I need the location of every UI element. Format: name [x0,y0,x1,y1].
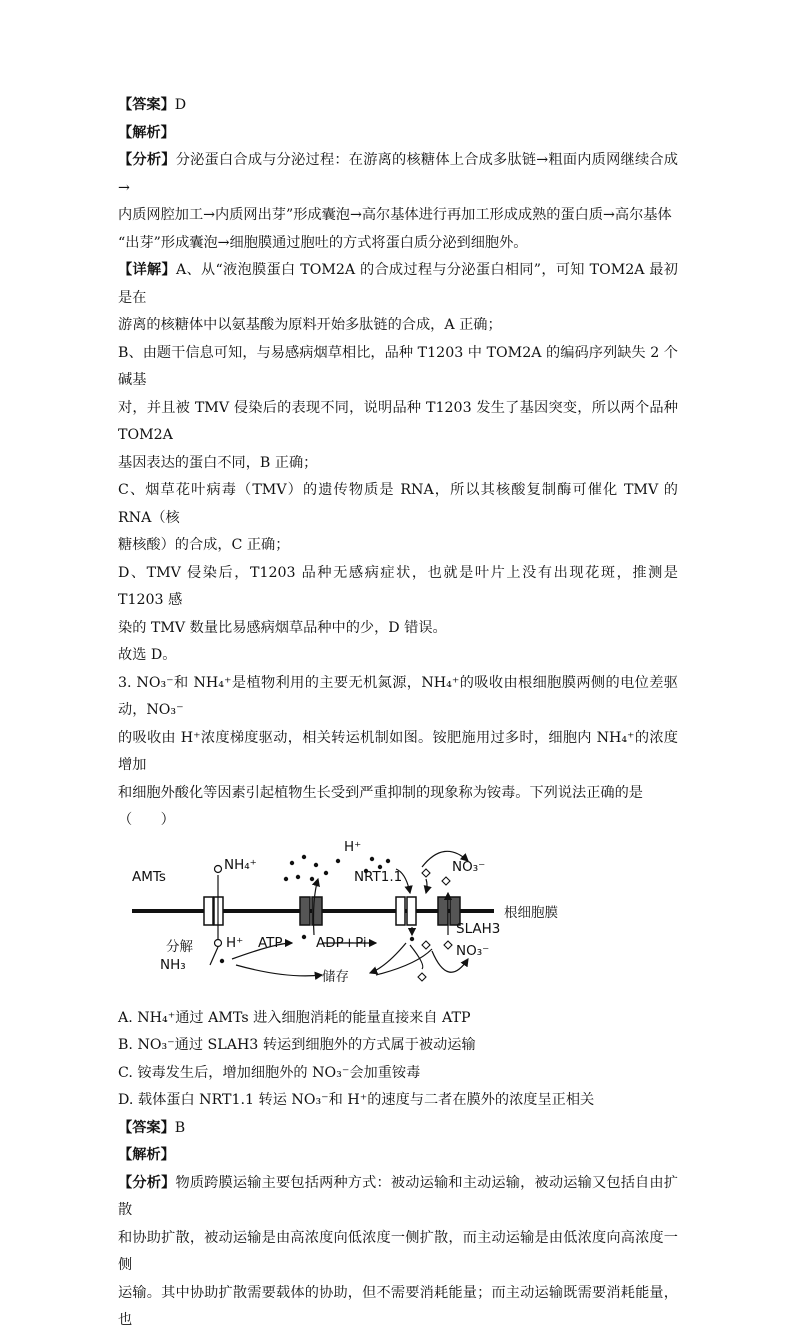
label-slah3: SLAH3 [456,920,501,937]
label-nrt: NRT1.1 [354,868,403,885]
section-tag: 【详解】 [118,262,176,278]
text-line: “出芽”形成囊泡→细胞膜通过胞吐的方式将蛋白质分泌到细胞外。 [118,234,528,251]
line-text: B [174,1119,186,1136]
label-adp: ADP+Pi [316,934,367,951]
text-line [118,1115,678,1143]
label-h-top: H⁺ [344,838,362,855]
text-line [118,120,678,148]
text-line: 和细胞外酸化等因素引起植物生长受到严重抑制的现象称为铵毒。下列说法正确的是 [118,784,643,801]
transport-diagram [126,839,596,999]
text-line: 基因表达的蛋白不同，B 正确； [118,454,318,471]
text-line [118,92,678,120]
document-page [118,92,678,1335]
line-text: D [174,97,187,113]
text-line: 游离的核糖体中以氨基酸为原料开始多肽链的合成，A 正确； [118,317,502,333]
option-b: B. NO₃⁻通过 SLAH3 转运到细胞外的方式属于被动运输 [118,1037,476,1053]
label-membrane: 根细胞膜 [504,904,558,921]
text-line: （ ） [118,812,175,828]
section-tag: 【答案】 [118,97,175,113]
line-text: 分泌蛋白合成与分泌过程：在游离的核糖体上合成多肽链→粗面内质网继续合成→ [118,152,678,196]
text-line: 故选 D。 [118,647,177,663]
text-line: 糖核酸）的合成，C 正确； [118,537,290,553]
options-list [118,1005,678,1115]
text-line [118,147,678,202]
text-line: C、烟草花叶病毒（TMV）的遗传物质是 RNA，所以其核酸复制酶可催化 TMV 的 RNA（核 [118,482,678,526]
line-text: A、从“液泡膜蛋白 TOM2A 的合成过程与分泌蛋白相同”，可知 TOM2A 最初是在 [118,262,678,306]
label-nh4: NH₄⁺ [224,856,257,873]
option-a: A. NH₄⁺通过 AMTs 进入细胞消耗的能量直接来自 ATP [118,1009,471,1026]
analysis-section [118,92,678,835]
label-no3-bottom: NO₃⁻ [456,942,490,959]
section-tag: 【解析】 [118,124,175,141]
text-line: D、TMV 侵染后，T1203 品种无感病症状，也就是叶片上没有出现花斑，推测是 T1203 感 [118,564,678,608]
text-line: 3. NO₃⁻和 NH₄⁺是植物利用的主要无机氮源，NH₄⁺的吸收由根细胞膜两侧的电位差驱动，NO₃⁻ [118,674,678,718]
section-tag: 【分析】 [118,152,176,168]
text-line [118,257,678,312]
text-line: 运输。其中协助扩散需要载体的协助，但不需要消耗能量；而主动运输既需要消耗能量，也 [118,1284,678,1328]
text-line: 和协助扩散，被动运输是由高浓度向低浓度一侧扩散，而主动运输是由低浓度向高浓度一侧 [118,1229,678,1273]
text-line: 对，并且被 TMV 侵染后的表现不同，说明品种 T1203 发生了基因突变，所以两个品种 TOM2A [118,399,678,443]
option-c: C. 铵毒发生后，增加细胞外的 NO₃⁻会加重铵毒 [118,1064,421,1081]
section-tag: 【答案】 [118,1119,175,1136]
text-line [118,1170,678,1225]
label-nh3: NH₃ [160,956,186,973]
label-no3-top: NO₃⁻ [452,858,486,875]
option-d: D. 载体蛋白 NRT1.1 转运 NO₃⁻和 H⁺的速度与二者在膜外的浓度呈正相关 [118,1092,595,1108]
line-text: 物质跨膜运输主要包括两种方式：被动运输和主动运输，被动运输又包括自由扩散 [118,1174,678,1218]
label-fenjie: 分解 [166,938,193,955]
label-amts: AMTs [132,868,166,885]
text-line [118,1142,678,1170]
section-tag: 【解析】 [118,1147,175,1163]
section-tag: 【分析】 [118,1174,176,1191]
label-h-bottom: H⁺ [226,934,244,951]
answer-section [118,1115,678,1335]
text-line: 染的 TMV 数量比易感病烟草品种中的少，D 错误。 [118,619,447,636]
text-line: 内质网腔加工→内质网出芽”形成囊泡→高尔基体进行再加工形成成熟的蛋白质→高尔基体 [118,207,672,223]
label-store: 储存 [322,968,349,985]
text-line: B、由题干信息可知，与易感病烟草相比，品种 T1203 中 TOM2A 的编码序列缺失 2 个碱基 [118,344,678,388]
text-line: 的吸收由 H⁺浓度梯度驱动，相关转运机制如图。铵肥施用过多时，细胞内 NH₄⁺的浓度增加 [118,729,678,773]
label-atp: ATP [258,934,283,951]
